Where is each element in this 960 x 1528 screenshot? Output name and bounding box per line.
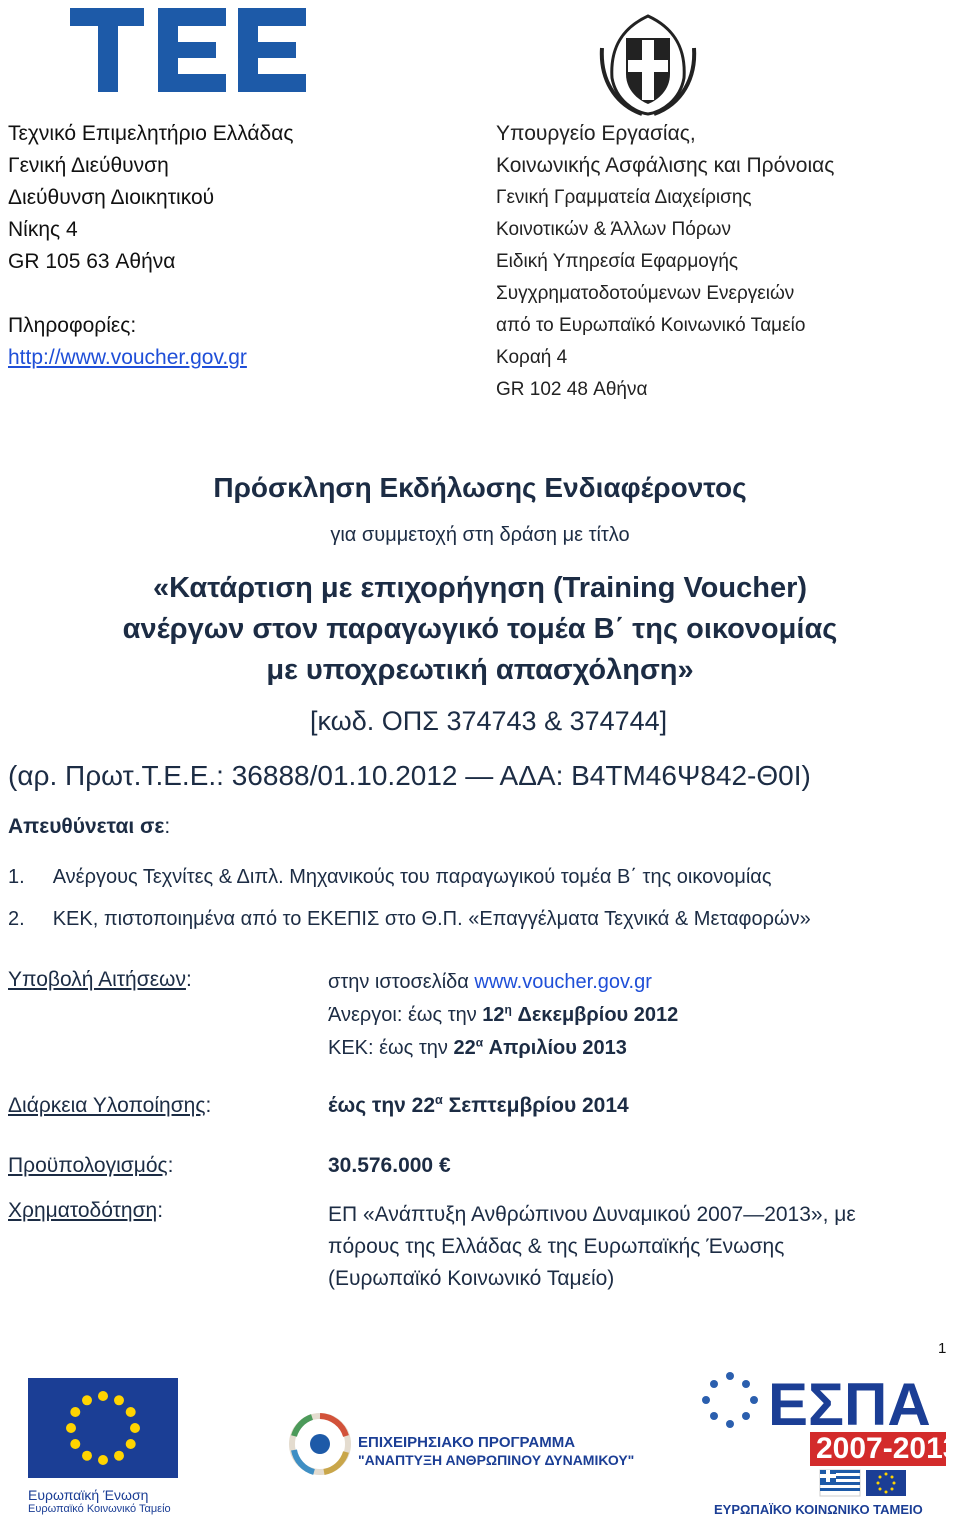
left-header-line-org: Τεχνικό Επιμελητήριο Ελλάδας	[8, 122, 294, 145]
left-header-line-general-directorate: Γενική Διεύθυνση	[8, 154, 169, 177]
eu-star-icon	[98, 1455, 108, 1465]
eu-star-icon	[114, 1395, 124, 1405]
duration-colon: :	[205, 1094, 212, 1117]
addressed-item-number: 1.	[8, 866, 25, 888]
addressed-label	[8, 815, 170, 839]
submission-colon: :	[185, 968, 192, 991]
addressed-item-text: Ανέργους Τεχνίτες & Διπλ. Μηχανικούς του παραγωγικού τομέα Β΄ της οικονομίας	[52, 866, 772, 888]
budget-label-text: Προϋπολογισμός	[8, 1154, 168, 1177]
op-title: ΕΠΙΧΕΙΡΗΣΙΑΚΟ ΠΡΟΓΡΑΜΜΑ	[358, 1434, 576, 1451]
espa-years: 2007-2013	[816, 1432, 960, 1465]
left-header-line-city: GR 105 63 Αθήνα	[8, 250, 176, 273]
espa-caption: ΕΥΡΩΠΑΪΚΟ ΚΟΙΝΩΝΙΚΟ ΤΑΜΕΙΟ	[714, 1502, 923, 1517]
funding-line-2: πόρους της Ελλάδας & της Ευρωπαϊκής Ένωσης	[328, 1235, 785, 1258]
funding-colon: :	[157, 1199, 164, 1222]
right-header-service-3: από το Ευρωπαϊκό Κοινωνικό Ταμείο	[496, 315, 806, 336]
right-header-service-2: Συγχρηματοδοτούμενων Ενεργειών	[496, 283, 795, 304]
tee-logo	[70, 4, 320, 96]
eu-caption-fund: Ευρωπαϊκό Κοινωνικό Ταμείο	[28, 1503, 171, 1515]
addressed-item-number: 2.	[8, 908, 25, 930]
eu-star-icon	[82, 1451, 92, 1461]
right-header-ministry-2: Κοινωνικής Ασφάλισης και Πρόνοιας	[496, 154, 835, 177]
protocol-number: (αρ. Πρωτ.Τ.Ε.Ε.: 36888/01.10.2012 ― ΑΔΑ: Β4ΤΜ46Ψ842-Θ0Ι)	[8, 760, 811, 791]
left-header-line-directorate: Διεύθυνση Διοικητικού	[8, 186, 215, 209]
left-header-line-street: Νίκης 4	[8, 218, 78, 241]
funding-line-1: ΕΠ «Ανάπτυξη Ανθρώπινου Δυναμικού 2007―2013», με	[328, 1203, 856, 1226]
eu-star-icon	[82, 1395, 92, 1405]
project-code: [κωδ. ΟΠΣ 374743 & 374744]	[310, 706, 668, 736]
eu-star-icon	[130, 1423, 140, 1433]
eu-star-icon	[126, 1407, 136, 1417]
submission-label	[8, 968, 192, 992]
euro-icon: €	[438, 1154, 451, 1177]
right-header-secretariat-2: Κοινοτικών & Άλλων Πόρων	[496, 219, 731, 240]
submission-site	[328, 971, 652, 994]
right-header	[496, 118, 834, 406]
eu-caption: Ευρωπαϊκή Ένωση	[28, 1487, 149, 1503]
unemployed-day: 12	[482, 1004, 505, 1026]
addressed-item-text: ΚΕΚ, πιστοποιημένα από το ΕΚΕΠΙΣ στο Θ.Π. «Επαγγέλματα Τεχνικά & Μεταφορών»	[52, 908, 811, 930]
page-subtitle: για συμμετοχή στη δράση με τίτλο	[330, 524, 630, 546]
eu-star-icon	[70, 1439, 80, 1449]
addressed-label-text: Απευθύνεται σε	[8, 815, 165, 838]
submission-site-link[interactable]: www.voucher.gov.gr	[474, 971, 652, 993]
budget-amount: 30.576.000	[328, 1154, 434, 1177]
funding-label-text: Χρηματοδότηση	[8, 1199, 158, 1222]
espa-logo	[700, 1370, 960, 1520]
funding-label	[8, 1199, 163, 1223]
unemployed-prefix: Άνεργοι: έως την	[328, 1004, 483, 1026]
info-label: Πληροφορίες:	[8, 314, 137, 337]
right-header-city: GR 102 48 Αθήνα	[496, 379, 648, 400]
funding-value	[328, 1199, 856, 1295]
unemployed-month: Δεκεμβρίου 2012	[517, 1004, 679, 1026]
eu-star-icon	[70, 1407, 80, 1417]
espa-title: ΕΣΠΑ	[768, 1371, 931, 1438]
eu-star-icon	[66, 1423, 76, 1433]
op-emblem-icon	[284, 1408, 356, 1480]
submission-site-prefix: στην ιστοσελίδα	[328, 971, 475, 993]
addressed-colon: :	[164, 815, 171, 838]
submission-label-text: Υποβολή Αιτήσεων	[8, 968, 186, 991]
right-header-street: Κοραή 4	[496, 347, 568, 368]
duration-label-text: Διάρκεια Υλοποίησης	[8, 1094, 206, 1117]
greek-coat-of-arms-icon	[592, 8, 704, 118]
eu-flag-icon	[28, 1378, 178, 1478]
budget-label	[8, 1154, 173, 1178]
budget-colon: :	[167, 1154, 174, 1177]
duration-sup: α	[435, 1093, 443, 1107]
eu-star-icon	[98, 1391, 108, 1401]
right-header-service: Ειδική Υπηρεσία Εφαρμογής	[496, 251, 739, 272]
budget-value	[328, 1154, 451, 1178]
action-title-line-2: ανέργων στον παραγωγικό τομέα Β΄ της οικονομίας	[122, 613, 838, 645]
right-header-ministry: Υπουργείο Εργασίας,	[496, 122, 696, 145]
funding-line-3: (Ευρωπαϊκό Κοινωνικό Ταμείο)	[328, 1267, 615, 1290]
action-title-line-1: «Κατάρτιση με επιχορήγηση (Training Voucher)	[152, 572, 808, 604]
action-title-line-3: με υποχρεωτική απασχόληση»	[266, 654, 694, 686]
duration-value	[328, 1094, 629, 1118]
kek-sup: α	[475, 1035, 484, 1050]
eu-logo	[28, 1378, 178, 1515]
duration-label	[8, 1094, 211, 1118]
action-title	[0, 568, 960, 691]
kek-prefix: ΚΕΚ: έως την	[328, 1037, 454, 1059]
submission-unemployed-deadline	[328, 1004, 678, 1027]
eu-star-icon	[114, 1451, 124, 1461]
unemployed-sup: η	[504, 1002, 512, 1017]
kek-month: Απριλίου 2013	[488, 1037, 627, 1059]
kek-day: 22	[453, 1037, 476, 1059]
info-link[interactable]: http://www.voucher.gov.gr	[8, 346, 247, 369]
eu-star-icon	[126, 1439, 136, 1449]
submission-kek-deadline	[328, 1037, 627, 1060]
duration-prefix: έως την 22	[328, 1094, 436, 1117]
duration-rest: Σεπτεμβρίου 2014	[448, 1094, 629, 1117]
addressed-item-1	[8, 866, 772, 889]
right-header-secretariat: Γενική Γραμματεία Διαχείρισης	[496, 187, 752, 208]
op-subtitle: "ΑΝΑΠΤΥΞΗ ΑΝΘΡΩΠΙΝΟΥ ΔΥΝΑΜΙΚΟΥ"	[358, 1452, 635, 1468]
page-title: Πρόσκληση Εκδήλωσης Ενδιαφέροντος	[213, 472, 747, 503]
addressed-item-2	[8, 908, 811, 931]
page-number: 1	[938, 1340, 947, 1357]
left-header	[8, 118, 294, 374]
